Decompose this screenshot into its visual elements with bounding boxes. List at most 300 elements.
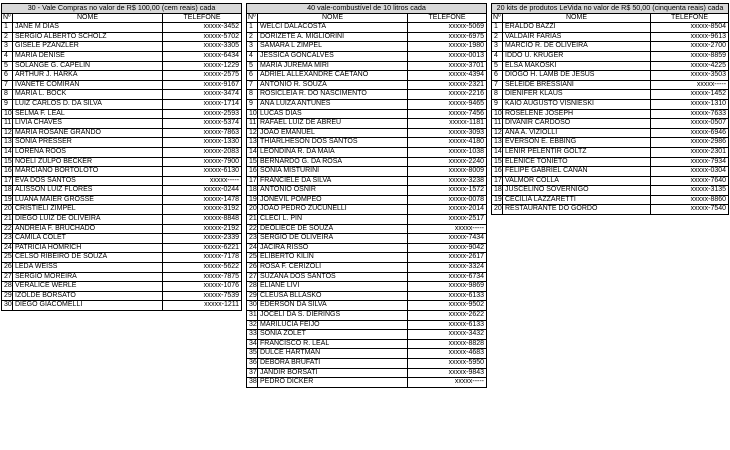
phone-number: xxxxx-7863 <box>163 128 242 138</box>
winner-name: CELSO RIBEIRO DE SOUZA <box>13 253 163 263</box>
table-row <box>2 301 242 311</box>
phone-number: xxxxx-7900 <box>163 157 242 167</box>
phone-number: xxxxx-7875 <box>163 272 242 282</box>
winner-name: RAFAEL LUIZ DE ABREU <box>258 119 408 129</box>
phone-number: xxxxx-6221 <box>163 243 242 253</box>
table-row <box>247 128 487 138</box>
phone-number: xxxxx-8860 <box>651 195 729 205</box>
phone-number: xxxxx-7540 <box>651 205 729 215</box>
row-number: 6 <box>247 71 258 81</box>
table-row <box>247 147 487 157</box>
row-number: 23 <box>2 234 13 244</box>
row-number: 16 <box>247 167 258 177</box>
phone-number: xxxxx----- <box>408 378 487 388</box>
row-number: 27 <box>247 272 258 282</box>
table-row <box>2 243 242 253</box>
row-number: 8 <box>2 90 13 100</box>
phone-number: xxxxx-2301 <box>651 147 729 157</box>
table-row <box>492 42 729 52</box>
row-number: 29 <box>247 291 258 301</box>
winner-name: ELENICE TONIETO <box>503 157 651 167</box>
row-number: 34 <box>247 339 258 349</box>
winner-name: FRANCISCO R. LEAL <box>258 339 408 349</box>
column-header-name: NOME <box>13 13 163 23</box>
row-number: 4 <box>247 51 258 61</box>
row-number: 21 <box>2 215 13 225</box>
phone-number: xxxxx-8828 <box>408 339 487 349</box>
phone-number: xxxxx-0078 <box>408 195 487 205</box>
winner-name: CRISTIELI ZIMPEL <box>13 205 163 215</box>
phone-number: xxxxx-2339 <box>163 234 242 244</box>
table-row <box>247 368 487 378</box>
row-number: 38 <box>247 378 258 388</box>
row-number: 2 <box>2 32 13 42</box>
column-header-name: NOME <box>503 13 651 23</box>
table-row <box>247 243 487 253</box>
phone-number: xxxxx-9167 <box>163 80 242 90</box>
phone-number: xxxxx-1714 <box>163 99 242 109</box>
table-row <box>247 349 487 359</box>
phone-number: xxxxx-7633 <box>651 109 729 119</box>
phone-number: xxxxx-8859 <box>651 51 729 61</box>
winner-name: EVA DOS SANTOS <box>13 176 163 186</box>
winner-name: PATRICIA HOMRICH <box>13 243 163 253</box>
table-row <box>492 71 729 81</box>
winner-name: THIARLHESON DOS SANTOS <box>258 138 408 148</box>
winner-name: JUSCELINO SOVERNIGO <box>503 186 651 196</box>
phone-number: xxxxx-8504 <box>651 23 729 33</box>
phone-number: xxxxx-0507 <box>651 119 729 129</box>
winner-name: JANE M DIAS <box>13 23 163 33</box>
table-row <box>247 291 487 301</box>
phone-number: xxxxx-1211 <box>163 301 242 311</box>
table-row <box>2 272 242 282</box>
row-number: 15 <box>492 157 503 167</box>
table-row <box>2 128 242 138</box>
table-row <box>492 32 729 42</box>
row-number: 12 <box>247 128 258 138</box>
row-number: 11 <box>2 119 13 129</box>
phone-number: xxxxx-9042 <box>408 243 487 253</box>
phone-number: xxxxx-1452 <box>651 90 729 100</box>
phone-number: xxxxx-7178 <box>163 253 242 263</box>
winner-name: EDERSON DA SILVA <box>258 301 408 311</box>
phone-number: xxxxx-7456 <box>408 109 487 119</box>
phone-number: xxxxx-2240 <box>408 157 487 167</box>
winner-name: GISELE PZANZLER <box>13 42 163 52</box>
winner-name: JOAO EMANUEL <box>258 128 408 138</box>
table-row <box>247 71 487 81</box>
row-number: 29 <box>2 291 13 301</box>
winner-name: FELIPE GABRIEL CANAN <box>503 167 651 177</box>
winner-name: LORENA ROOS <box>13 147 163 157</box>
row-number: 30 <box>2 301 13 311</box>
table-row <box>492 205 729 215</box>
table-row <box>2 282 242 292</box>
phone-number: xxxxx-3192 <box>163 205 242 215</box>
table-title: 20 kits de produtos LeVida no valor de R$ 50,00 (cinquenta reais) cada <box>492 4 729 14</box>
winner-name: LUIZ CARLOS D. DA SILVA <box>13 99 163 109</box>
row-number: 11 <box>247 119 258 129</box>
table-row <box>492 119 729 129</box>
table-row <box>2 234 242 244</box>
row-number: 4 <box>492 51 503 61</box>
table-row <box>492 167 729 177</box>
phone-number: xxxxx-5950 <box>408 358 487 368</box>
column-header-number: Nº <box>492 13 503 23</box>
row-number: 8 <box>492 90 503 100</box>
column-header-name: NOME <box>258 13 408 23</box>
phone-number: xxxxx-2192 <box>163 224 242 234</box>
winner-name: ANTONIO OSNIR <box>258 186 408 196</box>
phone-number: xxxxx-6734 <box>408 272 487 282</box>
table-row <box>492 90 729 100</box>
row-number: 1 <box>2 23 13 33</box>
phone-number: xxxxx-3238 <box>408 176 487 186</box>
winner-name: ELIBERTO KILIN <box>258 253 408 263</box>
winner-name: WELCI DALACOSTA <box>258 23 408 33</box>
table-row <box>247 358 487 368</box>
winner-name: LEDA WEISS <box>13 263 163 273</box>
table-row <box>2 176 242 186</box>
winner-name: ANA LUIZA ANTUNES <box>258 99 408 109</box>
phone-number: xxxxx-9869 <box>408 282 487 292</box>
table-row <box>492 195 729 205</box>
phone-number: xxxxx-2014 <box>408 205 487 215</box>
table-row <box>247 224 487 234</box>
phone-number: xxxxx-3701 <box>408 61 487 71</box>
row-number: 25 <box>247 253 258 263</box>
table-row <box>492 99 729 109</box>
winner-name: DIVANIR CARDOSO <box>503 119 651 129</box>
table-row <box>492 61 729 71</box>
table-row <box>492 147 729 157</box>
table-row <box>492 138 729 148</box>
winner-name: DULCE HARTMAN <box>258 349 408 359</box>
phone-number: xxxxx-7640 <box>651 176 729 186</box>
row-number: 15 <box>2 157 13 167</box>
row-number: 24 <box>2 243 13 253</box>
table-row <box>2 167 242 177</box>
phone-number: xxxxx-2593 <box>163 109 242 119</box>
row-number: 13 <box>247 138 258 148</box>
phone-number: xxxxx-0244 <box>163 186 242 196</box>
winner-name: DIENIFER KLAUS <box>503 90 651 100</box>
winner-name: MARCIO R. DE OLIVEIRA <box>503 42 651 52</box>
row-number: 25 <box>2 253 13 263</box>
row-number: 10 <box>2 109 13 119</box>
phone-number: xxxxx-2083 <box>163 147 242 157</box>
row-number: 10 <box>247 109 258 119</box>
row-number: 37 <box>247 368 258 378</box>
winner-name: DIEGO GIACOMELLI <box>13 301 163 311</box>
winner-name: IDDO U. KRUGER <box>503 51 651 61</box>
row-number: 19 <box>247 195 258 205</box>
table-row <box>247 51 487 61</box>
winner-name: BERNARDO G. DA ROSA <box>258 157 408 167</box>
winner-name: ELIANE LIVI <box>258 282 408 292</box>
phone-number: xxxxx-2700 <box>651 42 729 52</box>
table-row <box>247 215 487 225</box>
winner-name: MARIA JUREMA MIRI <box>258 61 408 71</box>
table-row <box>492 157 729 167</box>
table-row <box>247 339 487 349</box>
winner-name: JACIRA RISSO <box>258 243 408 253</box>
table-row <box>247 138 487 148</box>
table-row <box>247 167 487 177</box>
winner-name: JONEVIL POMPEO <box>258 195 408 205</box>
winner-name: LUANA MAIER GROSSE <box>13 195 163 205</box>
winner-name: ANDREIA F. BRUCHADO <box>13 224 163 234</box>
phone-number: xxxxx-2321 <box>408 80 487 90</box>
winner-name: PEDRO DICKER <box>258 378 408 388</box>
row-number: 28 <box>247 282 258 292</box>
phone-number: xxxxx-2622 <box>408 311 487 321</box>
table-row <box>247 119 487 129</box>
winner-name: SELMA F. LEAL <box>13 109 163 119</box>
winner-name: SAMARA L ZIMPEL <box>258 42 408 52</box>
row-number: 9 <box>247 99 258 109</box>
winner-name: ROSELENE JOSEPH <box>503 109 651 119</box>
phone-number: xxxxx-6975 <box>408 32 487 42</box>
column-header-number: Nº <box>2 13 13 23</box>
row-number: 14 <box>492 147 503 157</box>
row-number: 3 <box>2 42 13 52</box>
table-row <box>2 42 242 52</box>
row-number: 30 <box>247 301 258 311</box>
table-row <box>247 109 487 119</box>
table-row <box>2 195 242 205</box>
winner-name: CLECI L. PIN <box>258 215 408 225</box>
row-number: 17 <box>247 176 258 186</box>
winner-name: ROSICLEIA R. DO NASCIMENTO <box>258 90 408 100</box>
table-row <box>247 195 487 205</box>
row-number: 16 <box>2 167 13 177</box>
table-row <box>247 253 487 263</box>
row-number: 16 <box>492 167 503 177</box>
phone-number: xxxxx-9843 <box>408 368 487 378</box>
winner-name: IVANETE COMIRAN <box>13 80 163 90</box>
table-row <box>247 263 487 273</box>
phone-number: xxxxx-8848 <box>163 215 242 225</box>
table-row <box>492 186 729 196</box>
table-row <box>2 205 242 215</box>
phone-number: xxxxx-7434 <box>408 234 487 244</box>
winner-name: JESSICA GONCALVES <box>258 51 408 61</box>
winner-name: CLEUSA BLLASKO <box>258 291 408 301</box>
phone-number: xxxxx-0013 <box>408 51 487 61</box>
table-row <box>247 320 487 330</box>
winner-name: VALDAIR FARIAS <box>503 32 651 42</box>
table-row <box>2 147 242 157</box>
prize-table-vale-compras <box>1 3 242 311</box>
phone-number: xxxxx-3324 <box>408 263 487 273</box>
row-number: 6 <box>2 71 13 81</box>
row-number: 7 <box>247 80 258 90</box>
phone-number: xxxxx-2517 <box>408 215 487 225</box>
table-row <box>2 90 242 100</box>
row-number: 18 <box>492 186 503 196</box>
phone-number: xxxxx----- <box>408 224 487 234</box>
prize-table-kits-levida <box>491 3 729 215</box>
phone-number: xxxxx-3474 <box>163 90 242 100</box>
column-header-phone: TELEFONE <box>163 13 242 23</box>
winner-name: ERALDO BAZZI <box>503 23 651 33</box>
table-row <box>247 23 487 33</box>
table-row <box>2 263 242 273</box>
winner-name: VERALICE WERLE <box>13 282 163 292</box>
table-row <box>492 176 729 186</box>
row-number: 6 <box>492 71 503 81</box>
row-number: 8 <box>247 90 258 100</box>
prize-table-vale-combustivel <box>246 3 487 388</box>
table-row <box>2 138 242 148</box>
row-number: 17 <box>2 176 13 186</box>
winner-name: DIEGO LUIZ DE OLIVEIRA <box>13 215 163 225</box>
table-row <box>2 32 242 42</box>
phone-number: xxxxx-1980 <box>408 42 487 52</box>
phone-number: xxxxx-3135 <box>651 186 729 196</box>
phone-number: xxxxx-1478 <box>163 195 242 205</box>
column-header-phone: TELEFONE <box>408 13 487 23</box>
phone-number: xxxxx-9613 <box>651 32 729 42</box>
table-row <box>2 51 242 61</box>
table-row <box>247 186 487 196</box>
row-number: 15 <box>247 157 258 167</box>
table-row <box>2 224 242 234</box>
phone-number: xxxxx-7539 <box>163 291 242 301</box>
phone-number: xxxxx-1181 <box>408 119 487 129</box>
table-row <box>247 311 487 321</box>
table-row <box>492 23 729 33</box>
row-number: 10 <box>492 109 503 119</box>
row-number: 2 <box>247 32 258 42</box>
winner-name: FRANCIELE DA SILVA <box>258 176 408 186</box>
winner-name: DIOGO H. LAMB DE JESUS <box>503 71 651 81</box>
winner-name: CECILIA LAZZARETTI <box>503 195 651 205</box>
table-row <box>247 61 487 71</box>
row-number: 24 <box>247 243 258 253</box>
table-row <box>247 99 487 109</box>
winner-name: SUZANA DOS SANTOS <box>258 272 408 282</box>
table-row <box>247 80 487 90</box>
row-number: 9 <box>492 99 503 109</box>
winner-name: MARILUCIA FEIJO <box>258 320 408 330</box>
winner-name: SERGIO DE OLIVEIRA <box>258 234 408 244</box>
table-title: 40 vale-combustível de 10 litros cada <box>247 4 487 14</box>
winner-name: RESTAURANTE DO GORDO <box>503 205 651 215</box>
winner-name: LENIR PELENTIR GOLTZ <box>503 147 651 157</box>
winner-name: IZOLDE BORSATO <box>13 291 163 301</box>
row-number: 36 <box>247 358 258 368</box>
row-number: 4 <box>2 51 13 61</box>
winner-name: DEOLIECE DE SOUZA <box>258 224 408 234</box>
row-number: 12 <box>492 128 503 138</box>
table-row <box>247 378 487 388</box>
table-row <box>2 80 242 90</box>
phone-number: xxxxx-5622 <box>163 263 242 273</box>
table-row <box>2 186 242 196</box>
row-number: 7 <box>2 80 13 90</box>
phone-number: xxxxx----- <box>163 176 242 186</box>
row-number: 1 <box>247 23 258 33</box>
row-number: 17 <box>492 176 503 186</box>
phone-number: xxxxx-1330 <box>163 138 242 148</box>
winner-name: CAMILA COLET <box>13 234 163 244</box>
winner-name: VALMOR COLLA <box>503 176 651 186</box>
row-number: 3 <box>247 42 258 52</box>
table-row <box>2 99 242 109</box>
row-number: 1 <box>492 23 503 33</box>
phone-number: xxxxx-6130 <box>163 167 242 177</box>
table-row <box>247 42 487 52</box>
phone-number: xxxxx-6133 <box>408 291 487 301</box>
table-row <box>247 330 487 340</box>
row-number: 22 <box>247 224 258 234</box>
phone-number: xxxxx-1038 <box>408 147 487 157</box>
table-title: 30 - Vale Compras no valor de R$ 100,00 (cem reais) cada <box>2 4 242 14</box>
phone-number: xxxxx-2617 <box>408 253 487 263</box>
phone-number: xxxxx-3093 <box>408 128 487 138</box>
phone-number: xxxxx-3452 <box>163 23 242 33</box>
row-number: 19 <box>492 195 503 205</box>
winner-name: ANA A. VIZIOLLI <box>503 128 651 138</box>
phone-number: xxxxx-3305 <box>163 42 242 52</box>
table-row <box>247 32 487 42</box>
winner-name: JOAO PEDRO ZUCUNELLI <box>258 205 408 215</box>
row-number: 20 <box>247 205 258 215</box>
winner-name: ROSA F. CERIZOLI <box>258 263 408 273</box>
row-number: 2 <box>492 32 503 42</box>
row-number: 20 <box>2 205 13 215</box>
table-row <box>247 272 487 282</box>
row-number: 22 <box>2 224 13 234</box>
phone-number: xxxxx-5702 <box>163 32 242 42</box>
row-number: 18 <box>2 186 13 196</box>
table-row <box>2 71 242 81</box>
table-row <box>2 291 242 301</box>
row-number: 26 <box>247 263 258 273</box>
row-number: 18 <box>247 186 258 196</box>
table-row <box>247 205 487 215</box>
phone-number: xxxxx-1572 <box>408 186 487 196</box>
table-row <box>492 80 729 90</box>
column-header-number: Nº <box>247 13 258 23</box>
row-number: 23 <box>247 234 258 244</box>
table-row <box>492 128 729 138</box>
phone-number: xxxxx-5069 <box>408 23 487 33</box>
row-number: 32 <box>247 320 258 330</box>
winner-name: ADRIEL ALLEXANDRE CAETANO <box>258 71 408 81</box>
phone-number: xxxxx-6133 <box>408 320 487 330</box>
winner-name: MARCIANO BORTOLOTO <box>13 167 163 177</box>
phone-number: xxxxx-6434 <box>163 51 242 61</box>
row-number: 13 <box>2 138 13 148</box>
table-row <box>247 157 487 167</box>
phone-number: xxxxx-7934 <box>651 157 729 167</box>
phone-number: xxxxx-1229 <box>163 61 242 71</box>
winner-name: DEBORA BRUFATI <box>258 358 408 368</box>
table-row <box>247 282 487 292</box>
winner-name: MARIA L. BOCK <box>13 90 163 100</box>
phone-number: xxxxx-6946 <box>651 128 729 138</box>
winner-name: SONIA MISTURINI <box>258 167 408 177</box>
table-row <box>247 301 487 311</box>
winner-name: ANTONIO R. SOUZA <box>258 80 408 90</box>
phone-number: xxxxx-9502 <box>408 301 487 311</box>
winner-name: NOELI ZULPO BECKER <box>13 157 163 167</box>
row-number: 35 <box>247 349 258 359</box>
